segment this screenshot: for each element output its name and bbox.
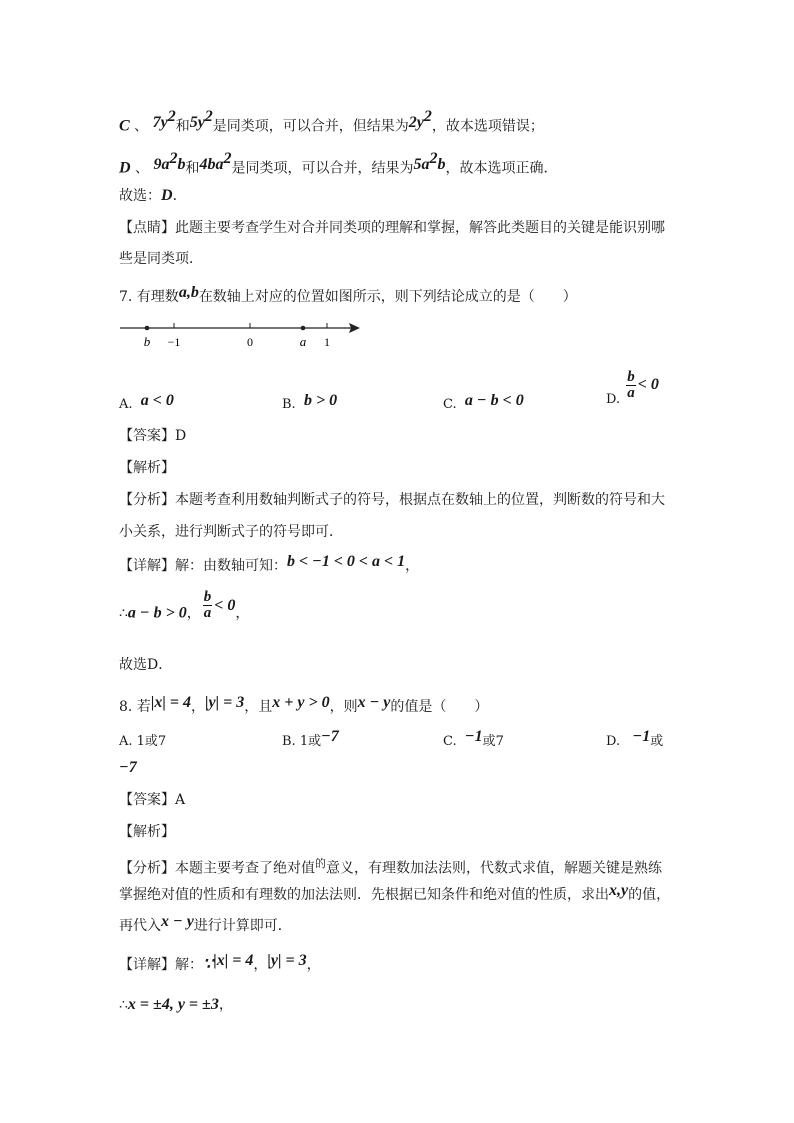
q8-option-d[interactable]: D. −1或 xyxy=(606,728,664,749)
tip-line-2: 些是同类项． xyxy=(119,251,203,267)
option-d-explanation: D 、 $9a^2b$和$4ba^2$是同类项，可以合并，结果为$5a^2b$，故本选项正确． xyxy=(119,150,558,177)
axis-label-a: a xyxy=(299,334,307,349)
q8-analysis-line-3: 再代入x − y进行计算即可． xyxy=(119,913,292,934)
q8-detail: 【详解】解：∵|x| = 4，|y| = 3， xyxy=(119,952,321,973)
axis-label-b: b xyxy=(143,334,151,349)
q7-therefore: ∴a − b > 0， $\frac{b}{a}$ < 0， xyxy=(119,589,250,622)
axis-label-neg1: −1 xyxy=(167,335,181,349)
q7-answer: 【答案】D xyxy=(119,428,187,444)
q8-option-b[interactable]: B. 1或−7 xyxy=(282,728,339,749)
q7-option-d[interactable]: D. $\frac{b}{a}$ < 0 xyxy=(606,369,659,407)
q7-analysis-line-2: 小关系，进行判断式子的符号即可． xyxy=(119,524,343,540)
option-label: C xyxy=(119,117,130,135)
q8-option-d-cont: −7 xyxy=(119,759,137,776)
q8-analysis-heading: 【解析】 xyxy=(119,824,175,840)
q8-analysis-line-2: 掌握绝对值的性质和有理数的加法法则．先根据已知条件和绝对值的性质，求出x,y的值， xyxy=(119,882,671,903)
fraction: $\frac{b}{a}$ xyxy=(627,369,635,401)
q7-option-a[interactable]: A. a < 0 xyxy=(119,392,174,412)
axis-label-0: 0 xyxy=(247,335,253,349)
q7-stem: 7. 有理数a,b在数轴上对应的位置如图所示，则下列结论成立的是（ ） xyxy=(119,284,577,305)
q7-analysis-heading: 【解析】 xyxy=(119,460,175,476)
q8-option-c[interactable]: C. −1或7 xyxy=(443,728,504,749)
tip-line-1: 【点睛】此题主要考查学生对合并同类项的理解和掌握，解答此类题目的关键是能识别哪 xyxy=(119,220,665,236)
option-c-explanation: C 、 $7y^2$和$5y^2$是同类项，可以合并，但结果为$2y^2$，故本选项错误； xyxy=(119,108,544,135)
choose-line: 故选：D． xyxy=(119,187,187,204)
q8-answer: 【答案】A xyxy=(119,792,186,808)
point-a xyxy=(301,326,306,331)
number-line xyxy=(118,318,368,352)
q8-stem: 8. 若|x| = 4，|y| = 3，且x + y > 0，则x − y的值是（ ） xyxy=(119,694,489,715)
q8-option-a[interactable]: A. 1或7 xyxy=(119,734,167,749)
q7-option-c[interactable]: C. a − b < 0 xyxy=(443,392,524,412)
option-label: D xyxy=(119,159,131,177)
q7-option-b[interactable]: B. b > 0 xyxy=(282,392,338,412)
fraction: $\frac{b}{a}$ xyxy=(203,589,212,621)
q7-analysis-line-1: 【分析】本题考查利用数轴判断式子的符号，根据点在数轴上的位置，判断数的符号和大 xyxy=(119,492,665,508)
q7-choose: 故选D． xyxy=(119,657,173,673)
q8-therefore: ∴x = ±4, y = ±3， xyxy=(119,996,233,1013)
q8-analysis-line-1: 【分析】本题主要考查了绝对值$^的$意义，有理数加法法则，代数式求值，解题关键是熟练 xyxy=(119,857,662,877)
q7-detail: 【详解】解：由数轴可知：b < −1 < 0 < a < 1， xyxy=(119,553,420,574)
axis-label-1: 1 xyxy=(324,335,330,349)
point-b xyxy=(145,326,150,331)
